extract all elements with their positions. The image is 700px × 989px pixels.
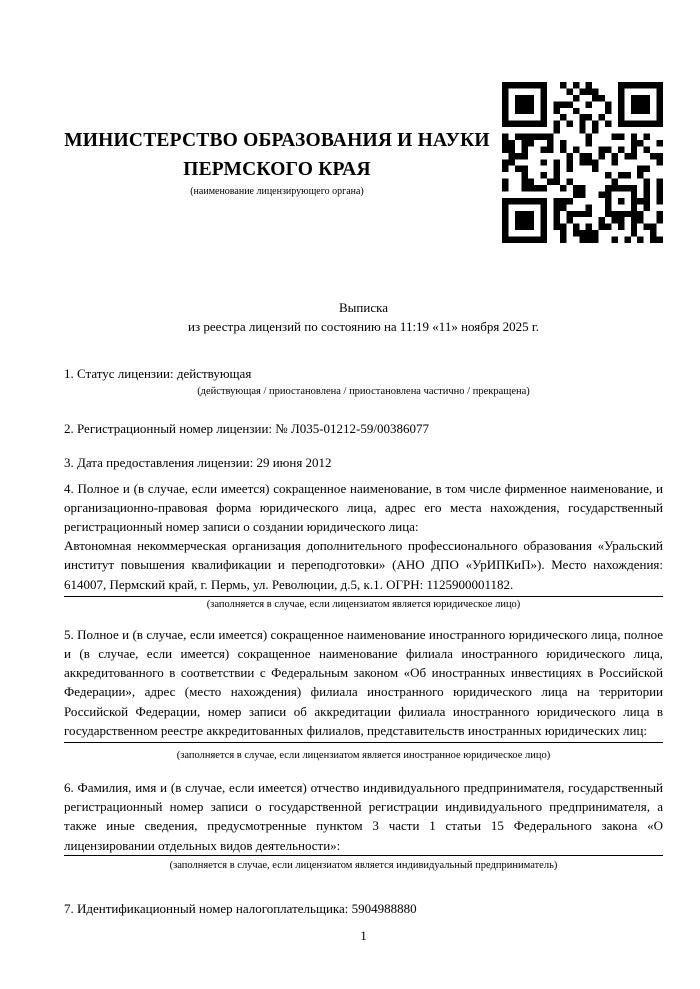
item-license-status: 1. Статус лицензии: действующая [64, 366, 252, 382]
item-legal-entity-value: Автономная некоммерческая организация дополнительного профессионального образования «Уральский институт повышения квалификации и переподготовки» (АНО ДПО «УрИПКиП»). Место нахождения: 614007, Пермский край, г. Пермь, ул. Революции, д.5, к.1. ОГРН: 1125900001182. [64, 538, 663, 592]
foreign-entity-caption: (заполняется в случае, если лицензиатом является иностранное юридическое лицо) [176, 749, 551, 761]
ministry-name-line2: ПЕРМСКОГО КРАЯ [183, 159, 371, 180]
item-grant-date: 3. Дата предоставления лицензии: 29 июня 2012 [64, 454, 332, 470]
document-subtitle: из реестра лицензий по состоянию на 11:19 «11» ноября 2025 г. [188, 319, 539, 335]
individual-entrepreneur-caption: (заполняется в случае, если лицензиатом является индивидуальный предприниматель) [169, 859, 558, 871]
licensing-authority-header [64, 126, 490, 198]
item-legal-entity-label: 4. Полное и (в случае, если имеется) сокращенное наименование, в том числе фирменное наименование, и организационно-правовая форма юридического лица, адрес его места нахождения, государственный регистрационный номер записи о создании юридического лица: [64, 480, 663, 534]
item-taxpayer-number: 7. Идентификационный номер налогоплательщика: 5904988880 [64, 900, 417, 916]
document-title-block [64, 298, 663, 336]
fill-in-rule-legal-entity [64, 596, 663, 597]
licensing-authority-caption: (наименование лицензирующего органа) [190, 186, 364, 197]
item-registration-number: 2. Регистрационный номер лицензии: № Л035-01212-59/00386077 [64, 421, 430, 437]
item-foreign-entity-label: 5. Полное и (в случае, если имеется) сокращенное наименование иностранного юридического лица, полное и (в случае, если имеется) сокращенное наименование филиала иностранного юридического лица, аккредитованного в соответствии с Федеральным законом «Об иностранных инвестициях в Российской Федерации», адрес (место нахождения) филиала иностранного юридического лица на территории Российской Федерации, номер записи об аккредитации филиала иностранного юридического лица в государственном реестре аккредитованных филиалов, представительств иностранных юридических лиц: [64, 626, 663, 738]
fill-in-rule-foreign-entity [64, 742, 663, 743]
page-number: 1 [360, 928, 367, 943]
document-title: Выписка [339, 300, 388, 315]
legal-entity-caption: (заполняется в случае, если лицензиатом является юридическое лицо) [206, 599, 521, 611]
item-individual-entrepreneur-label: 6. Фамилия, имя и (в случае, если имеется) отчество индивидуального предпринимателя, государственный регистрационный номер записи о государственной регистрации индивидуального предпринимателя, а также иные сведения, предусмотренные пунктом 3 части 1 статьи 15 Федерального закона «О лицензировании отдельных видов деятельности»: [64, 779, 663, 853]
document-body [64, 298, 663, 918]
qr-code [502, 82, 663, 243]
fill-in-rule-individual-entrepreneur [64, 855, 663, 856]
license-status-options-caption: (действующая / приостановлена / приостановлена частично / прекращена) [197, 386, 530, 398]
ministry-name-line1: МИНИСТЕРСТВО ОБРАЗОВАНИЯ И НАУКИ [64, 130, 490, 151]
